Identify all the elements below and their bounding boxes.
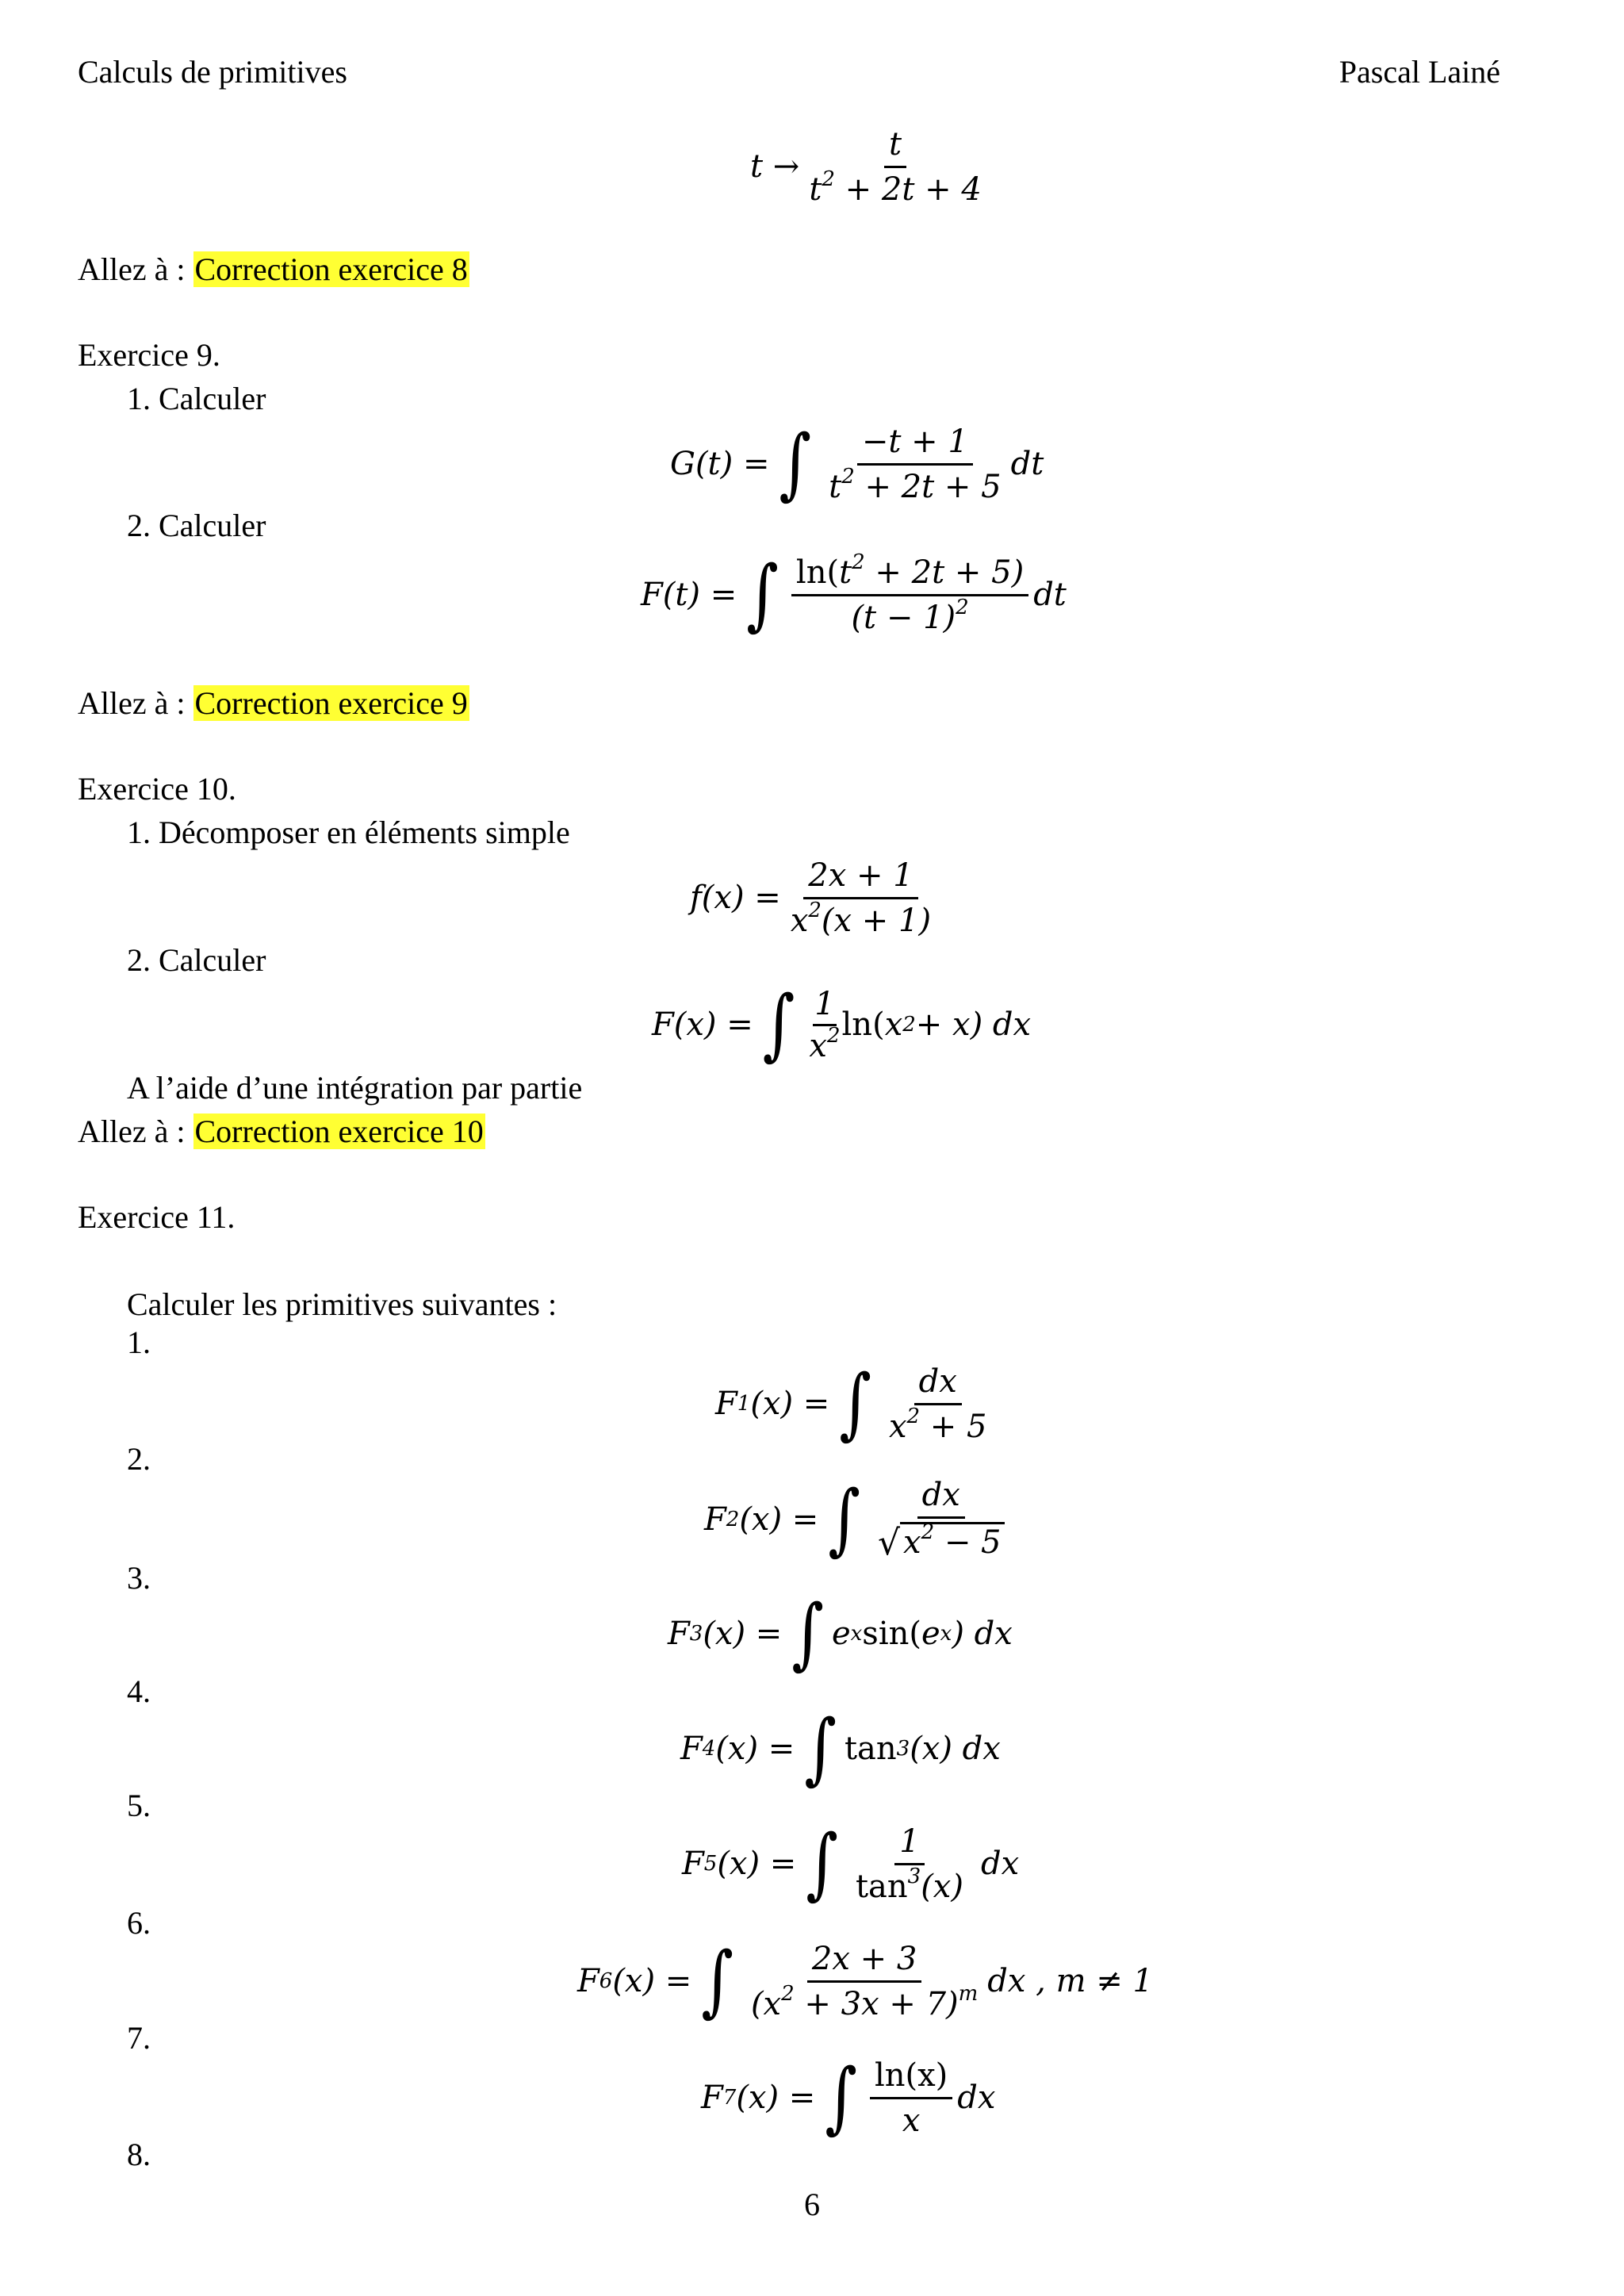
equation-F1: F 1 (x) = ∫ $\frac{dx}{x^2 + 5}$ xyxy=(715,1359,987,1449)
denominator: $t^2 + 2t + 4$ xyxy=(809,167,982,208)
equation-F3: F 3 (x) = ∫ e x sin( e x ) dx xyxy=(668,1589,1013,1679)
ex10-item-1: 1. Décomposer en éléments simple xyxy=(127,815,570,850)
integral-sign: ∫ xyxy=(779,419,812,509)
equation-F-x: F(x) = ∫ $\frac{1}{x^2}$ ln( x 2 + x) dx xyxy=(652,979,1032,1070)
equation-F4: F 4 (x) = ∫ tan 3 (x) dx xyxy=(680,1704,1001,1794)
ex10-item-2: 2. Calculer xyxy=(127,942,266,978)
correction-link-9[interactable]: Correction exercice 9 xyxy=(194,685,468,721)
page-number: 6 xyxy=(804,2187,820,2222)
ex9-item-1: 1. Calculer xyxy=(127,381,266,416)
header-author: Pascal Lainé xyxy=(1339,54,1500,90)
equation-ex8 xyxy=(750,119,991,214)
equation-F5: F 5 (x) = ∫ $\frac{1}{\tan^3(x)}$ dx xyxy=(682,1819,1020,1909)
ex11-number-7: 7. xyxy=(127,2020,151,2056)
goto-line-9: Allez à : Correction exercice 9 xyxy=(78,685,468,721)
correction-link-10[interactable]: Correction exercice 10 xyxy=(194,1114,484,1149)
goto-line-10: Allez à : Correction exercice 10 xyxy=(78,1114,484,1149)
eq-lhs: t → xyxy=(750,148,800,185)
exercise-11-title: Exercice 11. xyxy=(78,1199,236,1235)
ex11-number-1: 1. xyxy=(127,1324,151,1360)
exercise-10-title: Exercice 10. xyxy=(78,771,236,807)
correction-link-8[interactable]: Correction exercice 8 xyxy=(194,251,468,287)
ex11-intro: Calculer les primitives suivantes : xyxy=(127,1286,557,1322)
equation-F7: F 7 (x) = ∫ $\frac{\ln(x)}{x}$ dx xyxy=(701,2053,996,2143)
ex11-number-5: 5. xyxy=(127,1788,151,1823)
equation-G: G(t) = ∫ $\frac{-t + 1}{t^2 + 2t + 5}$ dt xyxy=(670,419,1044,509)
ex11-number-2: 2. xyxy=(127,1441,151,1477)
header-title: Calculs de primitives xyxy=(78,54,347,90)
equation-F-t: F(t) = ∫ $\frac{\ln(t^2 + 2t + 5)}{(t - 1)^2}$ dt xyxy=(641,550,1067,640)
equation-f-x: f(x) = $\frac{2x + 1}{x^2(x + 1)}$ xyxy=(690,857,932,939)
numerator: t xyxy=(884,126,906,168)
exercise-9-title: Exercice 9. xyxy=(78,337,220,373)
goto-prefix: Allez à : xyxy=(78,251,193,287)
ex11-number-4: 4. xyxy=(127,1673,151,1709)
ex10-note: A l’aide d’une intégration par partie xyxy=(127,1070,583,1106)
ex11-number-6: 6. xyxy=(127,1905,151,1941)
equation-F6: F 6 (x) = ∫ $\frac{2x + 3}{(x^2 + 3x + 7)^m}$ dx , m ≠ 1 xyxy=(577,1936,1153,2026)
ex11-number-3: 3. xyxy=(127,1560,151,1596)
ex9-item-2: 2. Calculer xyxy=(127,508,266,543)
equation-F2: F 2 (x) = ∫ dx √ $x^2 - 5$ xyxy=(704,1472,1014,1567)
goto-line-8 xyxy=(78,250,469,289)
fraction xyxy=(804,126,986,208)
ex11-number-8: 8. xyxy=(127,2137,151,2172)
